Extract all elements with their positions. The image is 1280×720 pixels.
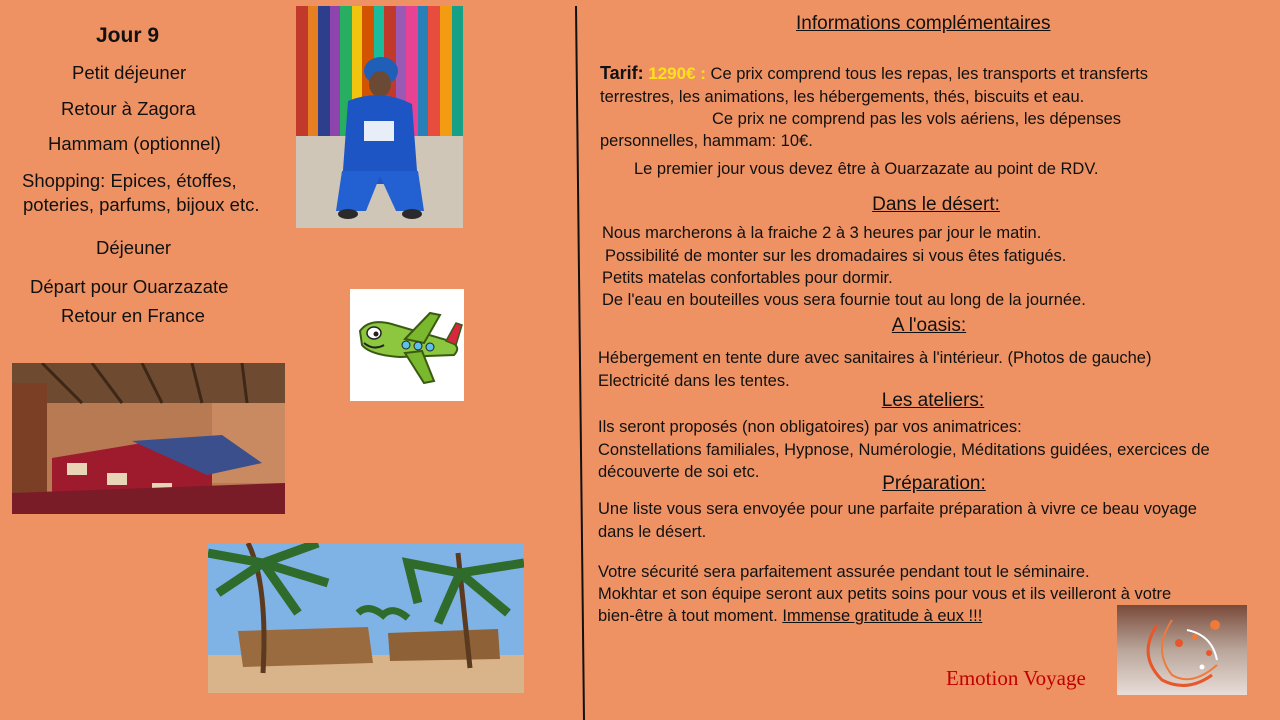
preparation-line-1: Une liste vous sera envoyée pour une parfaite préparation à vivre ce beau voyage [598,500,1197,518]
photo-tent-interior [12,363,285,514]
ateliers-line-3: découverte de soi etc. [598,463,760,481]
securite-line-1: Votre sécurité sera parfaitement assurée pendant tout le séminaire. [598,563,1090,581]
schedule-item-return-zagora: Retour à Zagora [61,98,196,119]
gratitude-text: Immense gratitude à eux !!! [782,607,983,625]
ateliers-line-1: Ils seront proposés (non obligatoires) par vos animatrices: [598,418,1022,436]
preparation-line-2: dans le désert. [598,523,707,541]
desert-line-4: De l'eau en bouteilles vous sera fournie tout au long de la journée. [602,291,1086,309]
ateliers-heading: Les ateliers: [881,390,985,411]
tarif-price: 1290€ : [648,64,706,83]
desert-line-2: Possibilité de monter sur les dromadaires si vous êtes fatigués. [605,247,1067,265]
schedule-item-lunch: Déjeuner [96,237,172,258]
securite-line-2: Mokhtar et son équipe seront aux petits soins pour vous et ils veilleront à votre [598,585,1172,603]
desert-heading: Dans le désert: [872,194,1000,215]
oasis-line-1: Hébergement en tente dure avec sanitaires à l'intérieur. (Photos de gauche) [598,349,1152,367]
schedule-item-shopping-cont: poteries, parfums, bijoux etc. [23,194,260,215]
schedule-item-departure: Départ pour Ouarzazate [30,276,229,297]
tarif-text-4: personnelles, hammam: 10€. [600,132,813,150]
ateliers-line-2: Constellations familiales, Hypnose, Numérologie, Méditations guidées, exercices de [598,441,1210,459]
photo-merchant [296,6,463,228]
securite-line-3 [598,605,982,627]
airplane-clipart [350,289,464,401]
tarif-text-3: Ce prix ne comprend pas les vols aériens, les dépenses [712,110,1122,128]
tarif-text-2: terrestres, les animations, les hébergements, thés, biscuits et eau. [600,88,1085,106]
info-title: Informations complémentaires [796,13,1051,34]
desert-line-1: Nous marcherons à la fraiche 2 à 3 heures par jour le matin. [602,224,1042,242]
day-title: Jour 9 [96,24,160,47]
tarif-paragraph [600,62,1240,85]
desert-line-3: Petits matelas confortables pour dormir. [602,269,893,287]
tarif-text-1: Ce prix comprend tous les repas, les transports et transferts [710,65,1148,83]
tarif-label: Tarif: [600,63,644,83]
brand-logo [1117,605,1247,695]
schedule-item-hammam: Hammam (optionnel) [48,133,221,154]
preparation-heading: Préparation: [882,473,986,494]
schedule-item-breakfast: Petit déjeuner [72,62,187,83]
schedule-item-shopping: Shopping: Epices, étoffes, [22,170,237,191]
rdv-text: Le premier jour vous devez être à Ouarzazate au point de RDV. [634,160,1099,178]
schedule-item-return-france: Retour en France [61,305,205,326]
oasis-heading: A l'oasis: [891,315,967,336]
vertical-divider [575,6,585,720]
brand-name: Emotion Voyage [946,666,1086,690]
securite-line-3a: bien-être à tout moment. [598,607,778,625]
photo-oasis-camp [208,543,524,693]
oasis-line-2: Electricité dans les tentes. [598,372,790,390]
